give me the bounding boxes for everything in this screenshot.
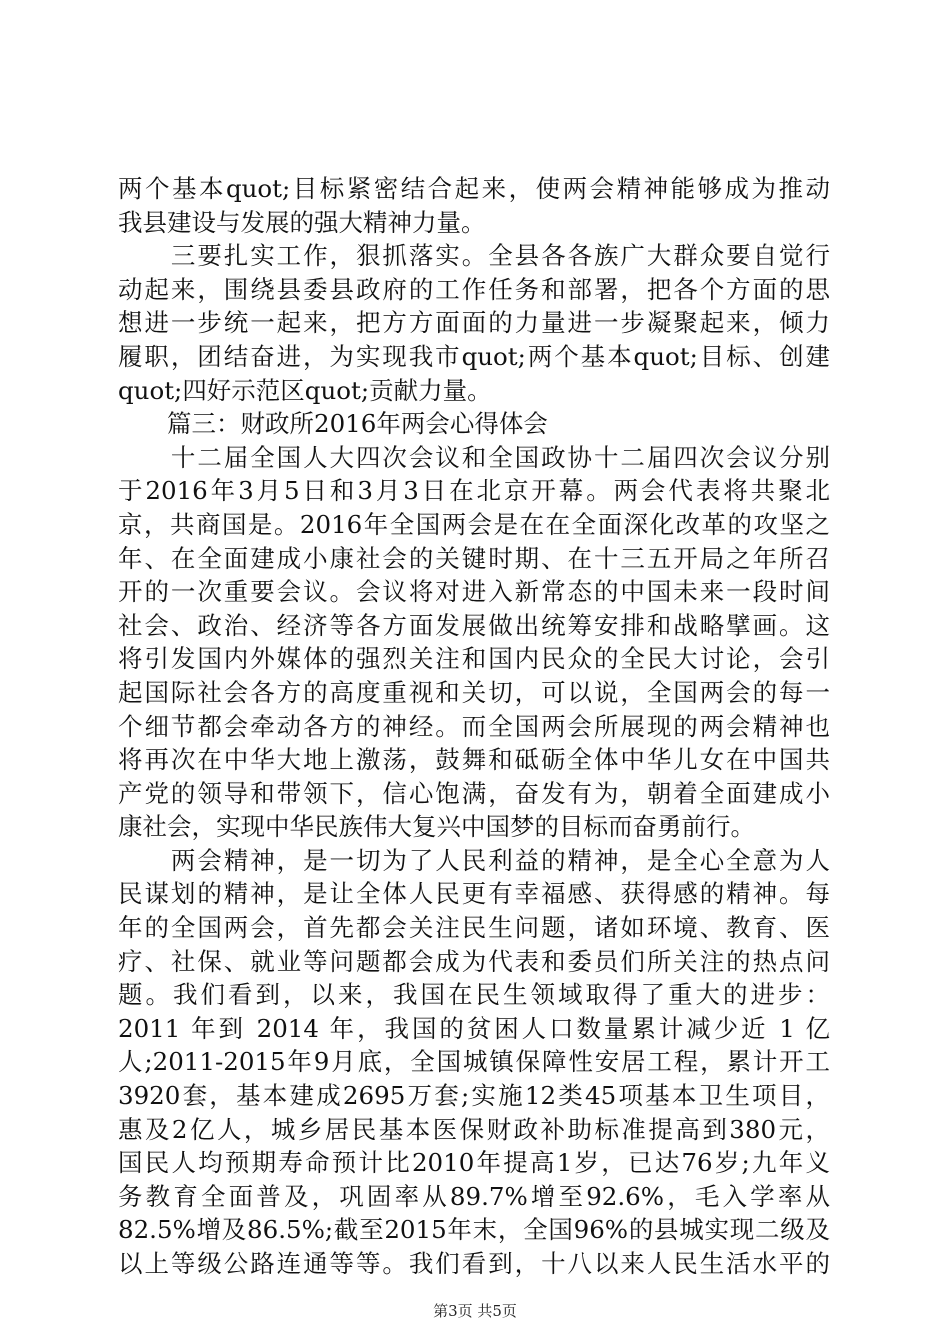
text-line: 起国际社会各方的高度重视和关切，可以说，全国两会的每一	[118, 677, 830, 707]
text-line: 2011 年到 2014 年，我国的贫困人口数量累计减少近 1 亿	[118, 1013, 830, 1043]
text-line: 疗、社保、就业等问题都会成为代表和委员们所关注的热点问	[118, 946, 830, 976]
page-footer: 第3页 共5页	[433, 1302, 517, 1320]
text-line: 务教育全面普及，巩固率从89.7%增至92.6%，毛入学率从	[118, 1181, 830, 1211]
text-line: 题。我们看到，以来，我国在民生领域取得了重大的进步：	[118, 980, 830, 1010]
text-line: 以上等级公路连通等等。我们看到，十八以来人民生活水平的	[118, 1249, 830, 1278]
text-line: quot;四好示范区quot;贡献力量。	[118, 375, 492, 405]
text-line: 人;2011-2015年9月底，全国城镇保障性安居工程，累计开工	[118, 1047, 830, 1077]
text-line: 将再次在中华大地上激荡，鼓舞和砥砺全体中华儿女在中国共	[118, 745, 830, 775]
text-line: 履职，团结奋进，为实现我市quot;两个基本quot;目标、创建	[118, 341, 830, 371]
body-text	[118, 172, 830, 1281]
text-line: 惠及2亿人，城乡居民基本医保财政补助标准提高到380元，	[118, 1114, 830, 1144]
text-line: 篇三：财政所2016年两会心得体会	[118, 409, 548, 439]
text-line: 社会、政治、经济等各方面发展做出统筹安排和战略擘画。这	[118, 610, 830, 640]
text-line: 两个基本quot;目标紧密结合起来，使两会精神能够成为推动	[118, 174, 830, 203]
text-line: 年的全国两会，首先都会关注民生问题，诸如环境、教育、医	[118, 913, 830, 943]
text-line: 开的一次重要会议。会议将对进入新常态的中国未来一段时间	[118, 577, 830, 607]
text-line: 将引发国内外媒体的强烈关注和国内民众的全民大讨论，会引	[118, 644, 830, 674]
text-line: 个细节都会牵动各方的神经。而全国两会所展现的两会精神也	[118, 711, 830, 741]
text-line: 动起来，围绕县委县政府的工作任务和部署，把各个方面的思	[118, 274, 830, 304]
text-line: 82.5%增及86.5%;截至2015年末，全国96%的县城实现二级及	[118, 1215, 830, 1245]
text-line: 国民人均预期寿命预计比2010年提高1岁，已达76岁;九年义	[118, 1148, 830, 1178]
text-line: 3920套，基本建成2695万套;实施12类45项基本卫生项目，	[118, 1081, 830, 1111]
text-line: 十二届全国人大四次会议和全国政协十二届四次会议分别	[118, 442, 830, 472]
text-line: 京，共商国是。2016年全国两会是在在全面深化改革的攻坚之	[118, 509, 830, 539]
text-line: 康社会，实现中华民族伟大复兴中国梦的目标而奋勇前行。	[118, 812, 755, 842]
text-line: 想进一步统一起来，把方方面面的力量进一步凝聚起来，倾力	[118, 308, 830, 338]
text-line: 民谋划的精神，是让全体人民更有幸福感、获得感的精神。每	[118, 879, 830, 909]
text-line: 三要扎实工作，狠抓落实。全县各各族广大群众要自觉行	[118, 241, 830, 271]
text-line: 年、在全面建成小康社会的关键时期、在十三五开局之年所召	[118, 543, 830, 573]
text-line: 我县建设与发展的强大精神力量。	[118, 207, 486, 237]
text-line: 产党的领导和带领下，信心饱满，奋发有为，朝着全面建成小	[118, 778, 830, 808]
text-line: 于2016年3月5日和3月3日在北京开幕。两会代表将共聚北	[118, 476, 830, 506]
text-line: 两会精神，是一切为了人民利益的精神，是全心全意为人	[118, 845, 830, 875]
